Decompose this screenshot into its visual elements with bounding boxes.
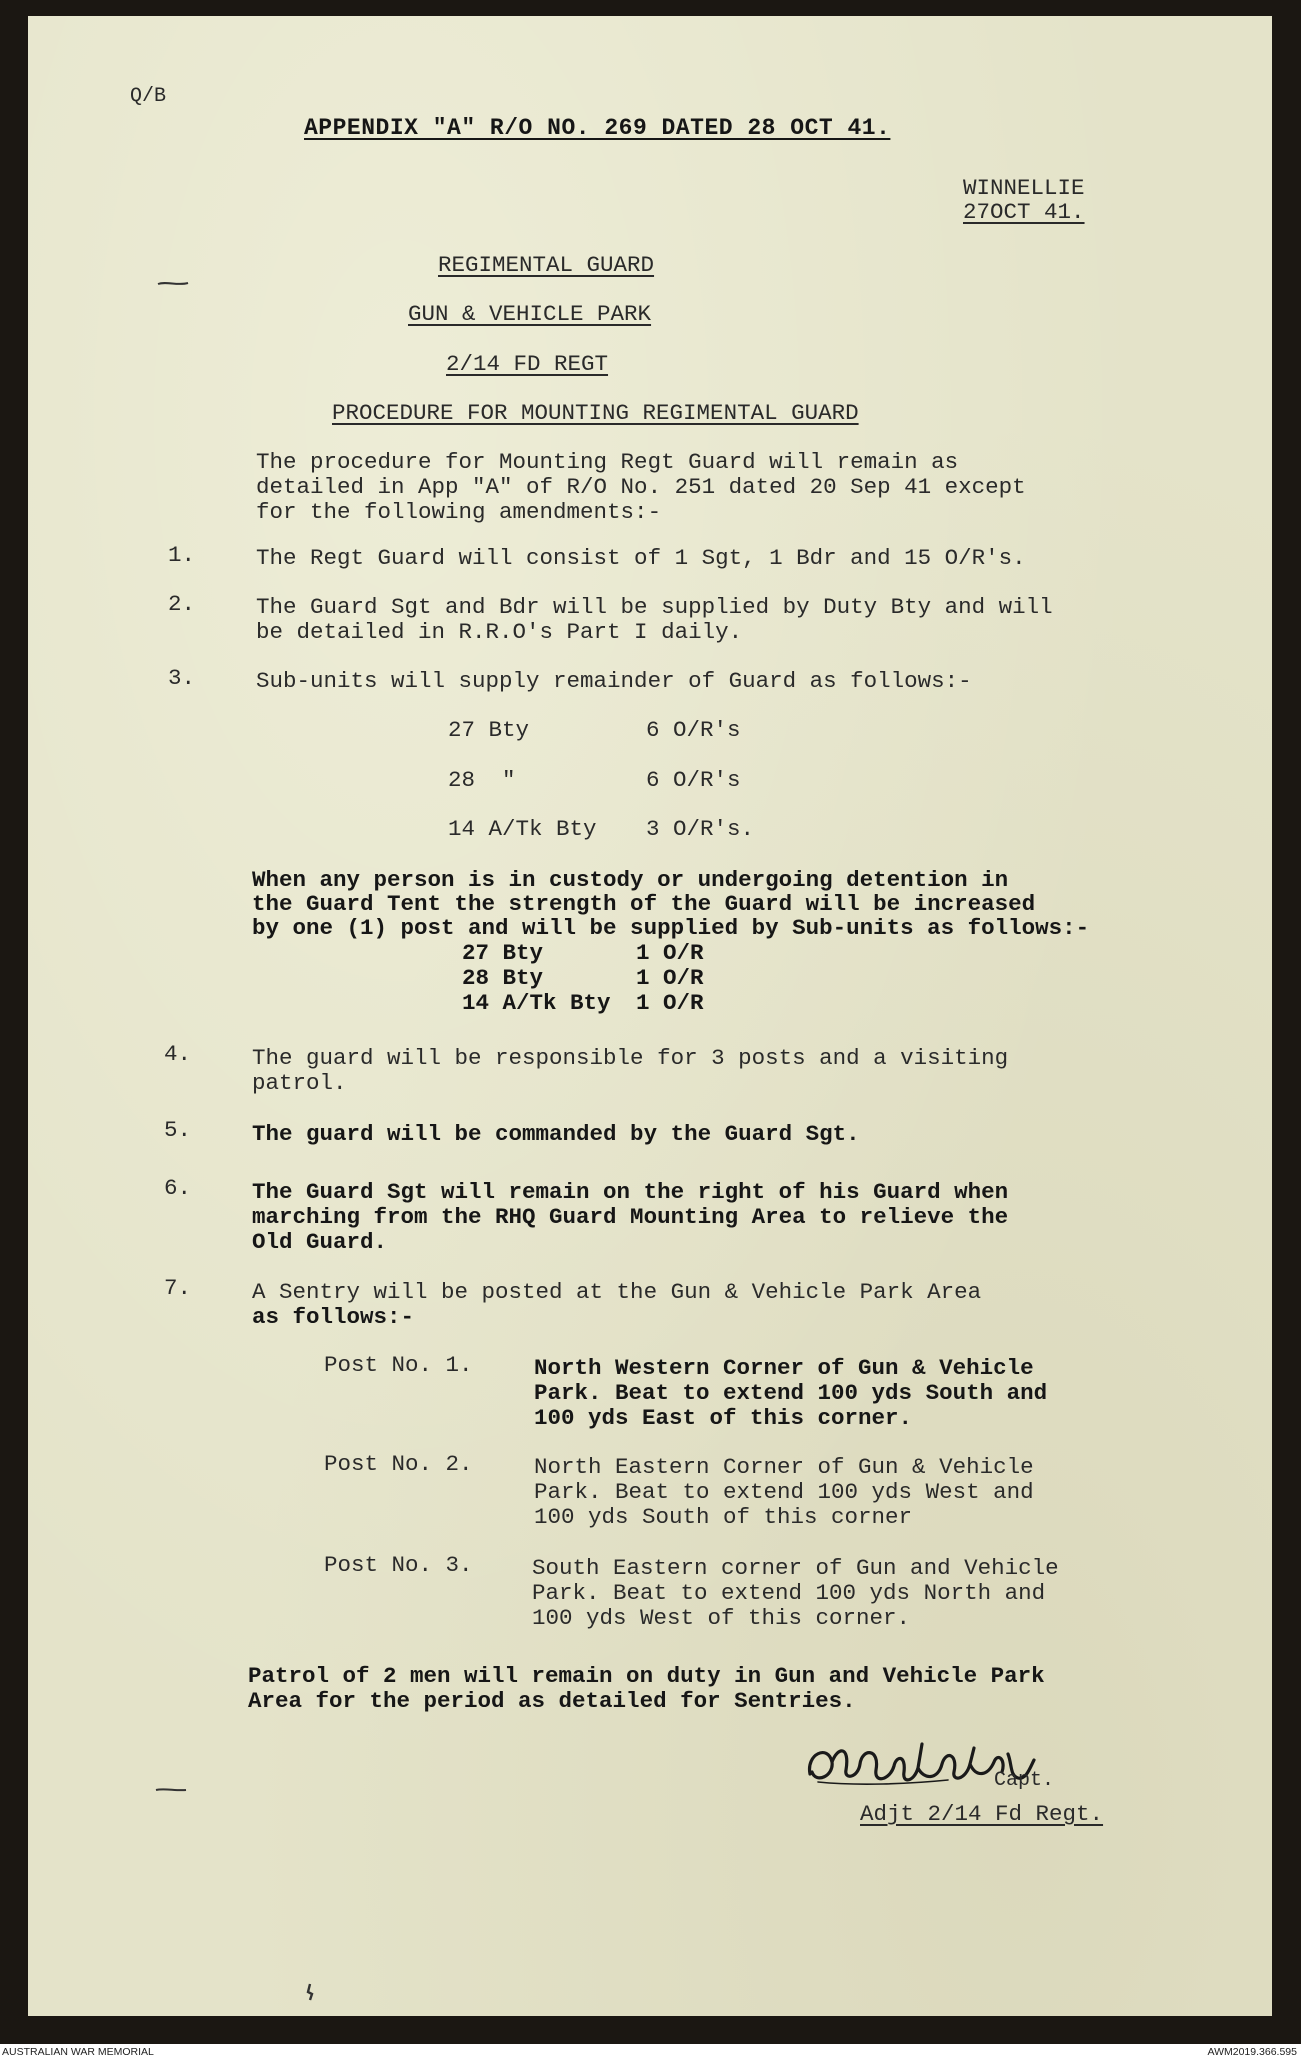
custody-count: 1 O/R xyxy=(636,940,704,966)
post-line: Park. Beat to extend 100 yds North and xyxy=(532,1580,1046,1606)
post-line: North Western Corner of Gun & Vehicle xyxy=(534,1355,1034,1381)
item-number: 2. xyxy=(168,591,196,617)
footer-accession-number: AWM2019.366.595 xyxy=(1207,2046,1297,2058)
supply-unit: 14 A/Tk Bty xyxy=(448,816,597,842)
item-text: The Regt Guard will consist of 1 Sgt, 1 Bdr and 15 O/R's. xyxy=(256,545,1026,571)
document-date: 27OCT 41. xyxy=(963,199,1085,225)
item-text: The guard will be commanded by the Guard Sgt. xyxy=(252,1121,860,1147)
margin-tick-mark xyxy=(154,1784,188,1796)
post-label: Post No. 3. xyxy=(324,1552,473,1578)
title-gun-vehicle-park: GUN & VEHICLE PARK xyxy=(408,301,652,327)
item-text: Sub-units will supply remainder of Guard as follows:- xyxy=(256,668,972,694)
signature-rank: Capt. xyxy=(994,1769,1055,1792)
item-text: Old Guard. xyxy=(252,1229,388,1255)
custody-line: by one (1) post and will be supplied by Sub-units as follows:- xyxy=(252,915,1090,941)
item-text: The Guard Sgt and Bdr will be supplied by Duty Bty and will xyxy=(256,594,1053,620)
supply-count: 3 O/R's. xyxy=(646,816,755,842)
item-number: 4. xyxy=(164,1041,192,1067)
post-label: Post No. 1. xyxy=(324,1352,473,1378)
patrol-line: Patrol of 2 men will remain on duty in Gun and Vehicle Park xyxy=(248,1663,1045,1689)
signature-title: Adjt 2/14 Fd Regt. xyxy=(860,1801,1104,1827)
corner-mark: Q/B xyxy=(130,85,167,108)
custody-unit: 27 Bty xyxy=(462,940,544,966)
ink-spot-mark xyxy=(302,1982,318,2002)
item-number: 1. xyxy=(168,542,196,568)
item-text: be detailed in R.R.O's Part I daily. xyxy=(256,619,743,645)
document-page xyxy=(28,16,1272,2016)
title-procedure: PROCEDURE FOR MOUNTING REGIMENTAL GUARD xyxy=(332,400,859,426)
post-line: North Eastern Corner of Gun & Vehicle xyxy=(534,1454,1034,1480)
item-number: 7. xyxy=(164,1275,192,1301)
item-number: 6. xyxy=(164,1175,192,1201)
custody-line: the Guard Tent the strength of the Guard will be increased xyxy=(252,891,1036,917)
supply-count: 6 O/R's xyxy=(646,767,741,793)
supply-count: 6 O/R's xyxy=(646,717,741,743)
post-label: Post No. 2. xyxy=(324,1451,473,1477)
appendix-header: APPENDIX "A" R/O NO. 269 DATED 28 OCT 41. xyxy=(304,115,891,141)
post-line: Park. Beat to extend 100 yds South and xyxy=(534,1380,1048,1406)
footer-institution: AUSTRALIAN WAR MEMORIAL xyxy=(2,2046,154,2058)
post-line: 100 yds South of this corner xyxy=(534,1504,913,1530)
signature-block xyxy=(798,1724,1218,1834)
post-line: South Eastern corner of Gun and Vehicle xyxy=(532,1555,1059,1581)
post-line: Park. Beat to extend 100 yds West and xyxy=(534,1479,1034,1505)
item-text: The guard will be responsible for 3 posts and a visiting xyxy=(252,1045,1009,1071)
item-number: 5. xyxy=(164,1117,192,1143)
custody-line: When any person is in custody or undergoing detention in xyxy=(252,867,1009,893)
item-number: 3. xyxy=(168,665,196,691)
intro-line: The procedure for Mounting Regt Guard will remain as xyxy=(256,449,959,475)
custody-unit: 28 Bty xyxy=(462,965,544,991)
intro-line: for the following amendments:- xyxy=(256,499,662,525)
intro-line: detailed in App "A" of R/O No. 251 dated 20 Sep 41 except xyxy=(256,474,1026,500)
place-name: WINNELLIE xyxy=(963,175,1085,201)
item-text: marching from the RHQ Guard Mounting Area to relieve the xyxy=(252,1204,1009,1230)
post-line: 100 yds West of this corner. xyxy=(532,1605,911,1631)
archive-footer xyxy=(0,2044,1301,2061)
supply-unit: 27 Bty xyxy=(448,717,530,743)
supply-unit: 28 " xyxy=(448,767,516,793)
custody-unit: 14 A/Tk Bty xyxy=(462,990,611,1016)
title-regiment: 2/14 FD REGT xyxy=(446,351,609,377)
item-text: The Guard Sgt will remain on the right of his Guard when xyxy=(252,1179,1009,1205)
custody-count: 1 O/R xyxy=(636,990,704,1016)
patrol-line: Area for the period as detailed for Sentries. xyxy=(248,1688,856,1714)
item-text: A Sentry will be posted at the Gun & Vehicle Park Area xyxy=(252,1279,982,1305)
title-regimental-guard: REGIMENTAL GUARD xyxy=(438,252,655,278)
margin-tick-mark xyxy=(156,278,190,290)
custody-count: 1 O/R xyxy=(636,965,704,991)
item-text: as follows:- xyxy=(252,1304,415,1330)
item-text: patrol. xyxy=(252,1070,347,1096)
post-line: 100 yds East of this corner. xyxy=(534,1405,913,1431)
